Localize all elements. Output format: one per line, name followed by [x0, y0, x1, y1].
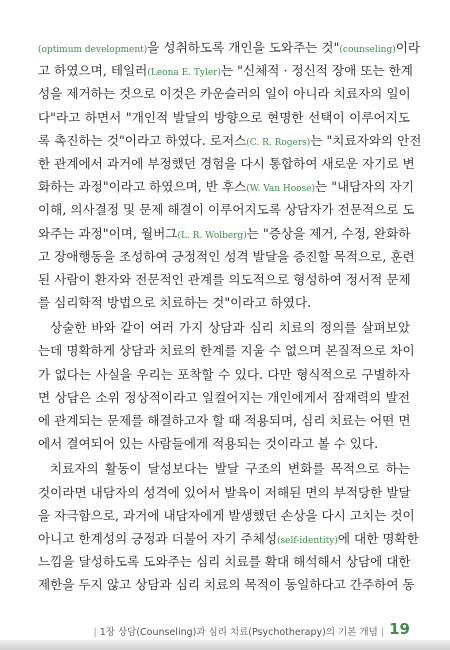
- text-line: 화하는 과정"이라고 하였으며, 반 후스(W. Van Hoose)는 "내담자의 자기: [38, 179, 415, 195]
- footer-divider: |: [93, 627, 97, 638]
- text-line: 이해, 의사결정 및 문제 해결이 이루어지도록 상담자가 전문적으로 도: [38, 202, 415, 218]
- english-term: (Leona E. Tyler): [147, 68, 221, 79]
- text-line: 에 관계되는 문제를 해결하고자 할 때 적용되며, 심리 치료는 어떤 면: [38, 413, 411, 428]
- english-term: (W. Van Hoose): [246, 184, 316, 195]
- paragraph-2: [38, 316, 415, 455]
- text-line: 성을 제거하는 것으로 이것은 카운슬러의 일이 아니라 치료자의 일이: [38, 86, 411, 102]
- text-line: 가 없다는 사실을 우리는 포착할 수 있다. 다만 형식적으로 구별하자: [38, 366, 410, 382]
- text-line: 는데 명확하게 상담과 치료의 한계를 지울 수 없으며 본질적으로 차이: [38, 343, 415, 359]
- paragraph-1: [38, 36, 422, 314]
- text-line: 을 자극함으로, 과거에 내담자에게 발생했던 손상을 다시 고치는 것이: [38, 507, 415, 523]
- text-line: 느낌을 달성하도록 도와주는 심리 치료를 확대 해석해서 상담에 대한: [38, 554, 411, 570]
- text-line: 치료자의 활동이 달성보다는 발달 구조의 변화를 목적으로 하는: [50, 461, 410, 477]
- text-line: 에서 결여되어 있는 사람들에게 적용되는 것이라고 볼 수 있다.: [38, 436, 379, 452]
- text-line: (optimum development)을 성취하도록 개인을 도와주는 것"(counseling)이라: [38, 40, 421, 55]
- body-text: [38, 36, 422, 597]
- text-line: 제한을 두지 않고 상담과 심리 치료의 목적이 동일하다고 간주하여 동: [38, 577, 415, 593]
- english-term: (L. R. Wolberg): [177, 230, 247, 241]
- page-number: 19: [389, 620, 410, 638]
- english-term: (counseling): [339, 45, 396, 55]
- text-line: 상술한 바와 같이 여러 가지 상담과 심리 치료의 정의를 살펴보았: [50, 320, 410, 336]
- paragraph-3: [38, 457, 419, 596]
- english-term: (C. R. Rogers): [246, 137, 311, 148]
- chapter-title: 1장 상담(Counseling)과 심리 치료(Psychotherapy)의 기본 개념: [99, 627, 378, 638]
- text-line: 면 상담은 소위 정상적이라고 일컬어지는 개인에게서 잠재력의 발전: [38, 389, 410, 405]
- text-line: 한 관계에서 과거에 부정했던 경험을 다시 통합하여 새로운 자기로 변: [38, 155, 415, 171]
- text-line: 다"라고 하면서 "개인적 발달의 방향으로 현명한 선택이 이루어지도: [38, 109, 410, 125]
- text-line: 와주는 과정"이며, 월버그(L. R. Wolberg)는 "증상을 제거, 수정, 완화하: [38, 225, 411, 241]
- text-line: 것이라면 내담자의 성격에 있어서 발육이 저해된 면의 부적당한 발달: [38, 484, 411, 500]
- english-term: (self-identity): [277, 535, 338, 546]
- running-footer: [93, 624, 384, 638]
- text-line: 아니고 한계성의 긍정과 더불어 자기 주체성(self-identity)에 대한 명확한: [38, 530, 419, 546]
- text-line: 고 하였으며, 테일러(Leona E. Tyler)는 "신체적 · 정신적 장애 또는 한계: [38, 63, 413, 79]
- page-footer: [0, 620, 450, 642]
- text-line: 된 사람이 환자와 전문적인 관계를 의도적으로 형성하여 정서적 문제: [38, 271, 411, 287]
- footer-divider: |: [380, 627, 384, 638]
- english-term: (optimum development): [38, 45, 148, 55]
- text-line: 고 장애행동을 조성하여 긍정적인 성격 발달을 증진할 목적으로, 훈련: [38, 248, 415, 264]
- page-bottom-edge: [0, 640, 450, 650]
- text-line: 록 촉진하는 것"이라고 하였다. 로저스(C. R. Rogers)는 "치료자와의 안전: [38, 132, 422, 148]
- text-line: 를 심리학적 방법으로 치료하는 것"이라고 하였다.: [38, 295, 312, 311]
